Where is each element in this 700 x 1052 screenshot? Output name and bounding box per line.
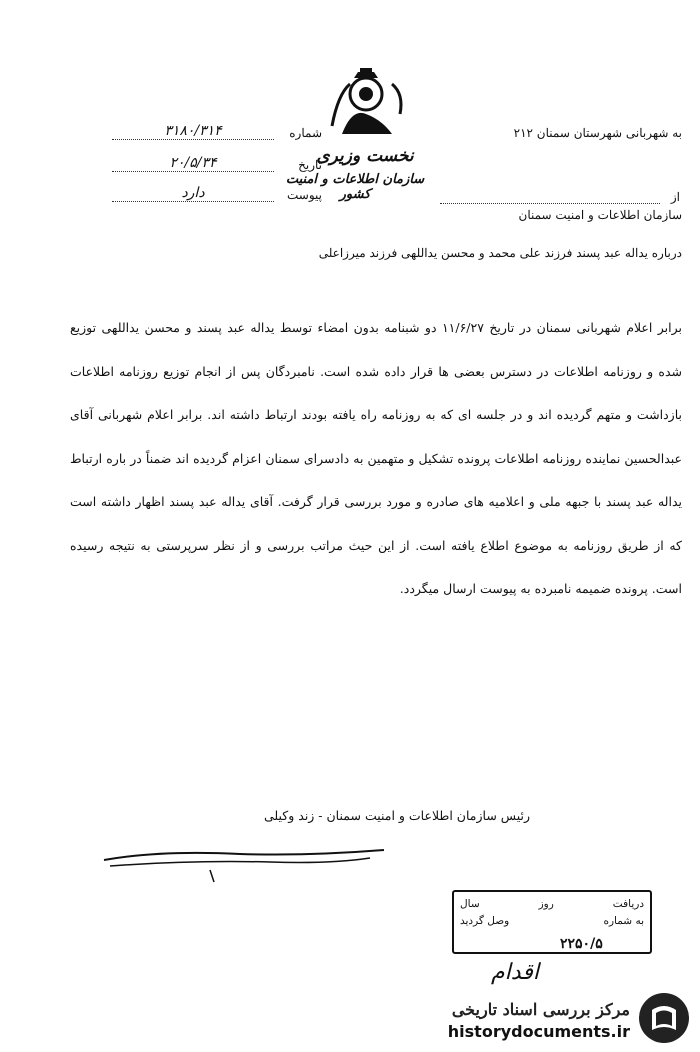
letter-body: برابر اعلام شهربانی سمنان در تاریخ ۱۱/۶/۲۷ دو شبنامه بدون امضاء توسط یداله عبد پسند و محسن یداللهی توزیع شده و روزنامه اطلاعات در دسترس بعضی ها قرار داده شده است. نامبردگان پس از انجام توزیع روزنامه اطلاعات بازداشت و متهم گردیده اند و در جلسه ای که به روزنامه راه یافته بودند ارتباط داشته اند. برابر اعلام شهربانی آقای عبدالحسین نماینده روزنامه اطلاعات پرونده تشکیل و متهمین به دادسرای سمنان اعزام گردیده اند ضمناً در باره ارتباط یداله عبد پسند با جبهه ملی و اعلامیه های صادره و مورد بررسی قرار گرفت. آقای یداله عبد پسند اظهار داشته است که از طریق روزنامه به موضوع اطلاع یافته است. از این حیث مراتب بررسی و از نظر سرپرستی به نتیجه رسیده است. پرونده ضمیمه نامبرده به پیوست ارسال میگردد. [70,320,682,596]
number-label: شماره [289,126,322,140]
handwritten-action-note: اقدام [491,960,539,985]
from-dotted-line [440,191,660,204]
lion-and-sun-emblem [322,64,412,144]
watermark-title: مرکز بررسی اسناد تاریخی [451,1000,630,1019]
number-row [112,118,322,140]
from-label: از [670,190,680,204]
number-value: ۳۱۸۰/۳۱۴ [112,123,274,140]
stamp-number: ۲۲۵۰/۵ [560,936,603,952]
stamp-arrival-label: وصل گردید [460,915,510,927]
attachment-row [112,180,322,202]
stamp-day-label: روز [538,898,554,910]
date-row [112,150,322,172]
stamp-number-label: به شماره [603,915,644,927]
date-label: تاریخ [298,158,322,172]
attachment-label: پیوست [287,188,322,202]
signature-line: رئیس سازمان اطلاعات و امنیت سمنان - زند وکیلی [263,808,530,823]
archive-logo-icon [636,990,692,1046]
stamp-year-label: سال [460,898,480,910]
stamp-received-label: دریافت [612,898,644,910]
document-reference: به شهربانی شهرستان سمنان ۲۱۲ [513,126,682,140]
handwritten-signature [100,820,390,890]
org-name-primary: نخست وزیری [316,146,414,166]
recipient-line: سازمان اطلاعات و امنیت سمنان [518,208,682,222]
date-value: ۲۰/۵/۳۴ [112,155,274,172]
attachment-value: دارد [112,185,274,202]
watermark-url: historydocuments.ir [447,1022,630,1041]
org-name-secondary: سازمان اطلاعات و امنیت کشور [285,172,425,202]
from-row [440,190,680,204]
subject-line: درباره یداله عبد پسند فرزند علی محمد و محسن یداللهی فرزند میرزاعلی [318,246,682,260]
